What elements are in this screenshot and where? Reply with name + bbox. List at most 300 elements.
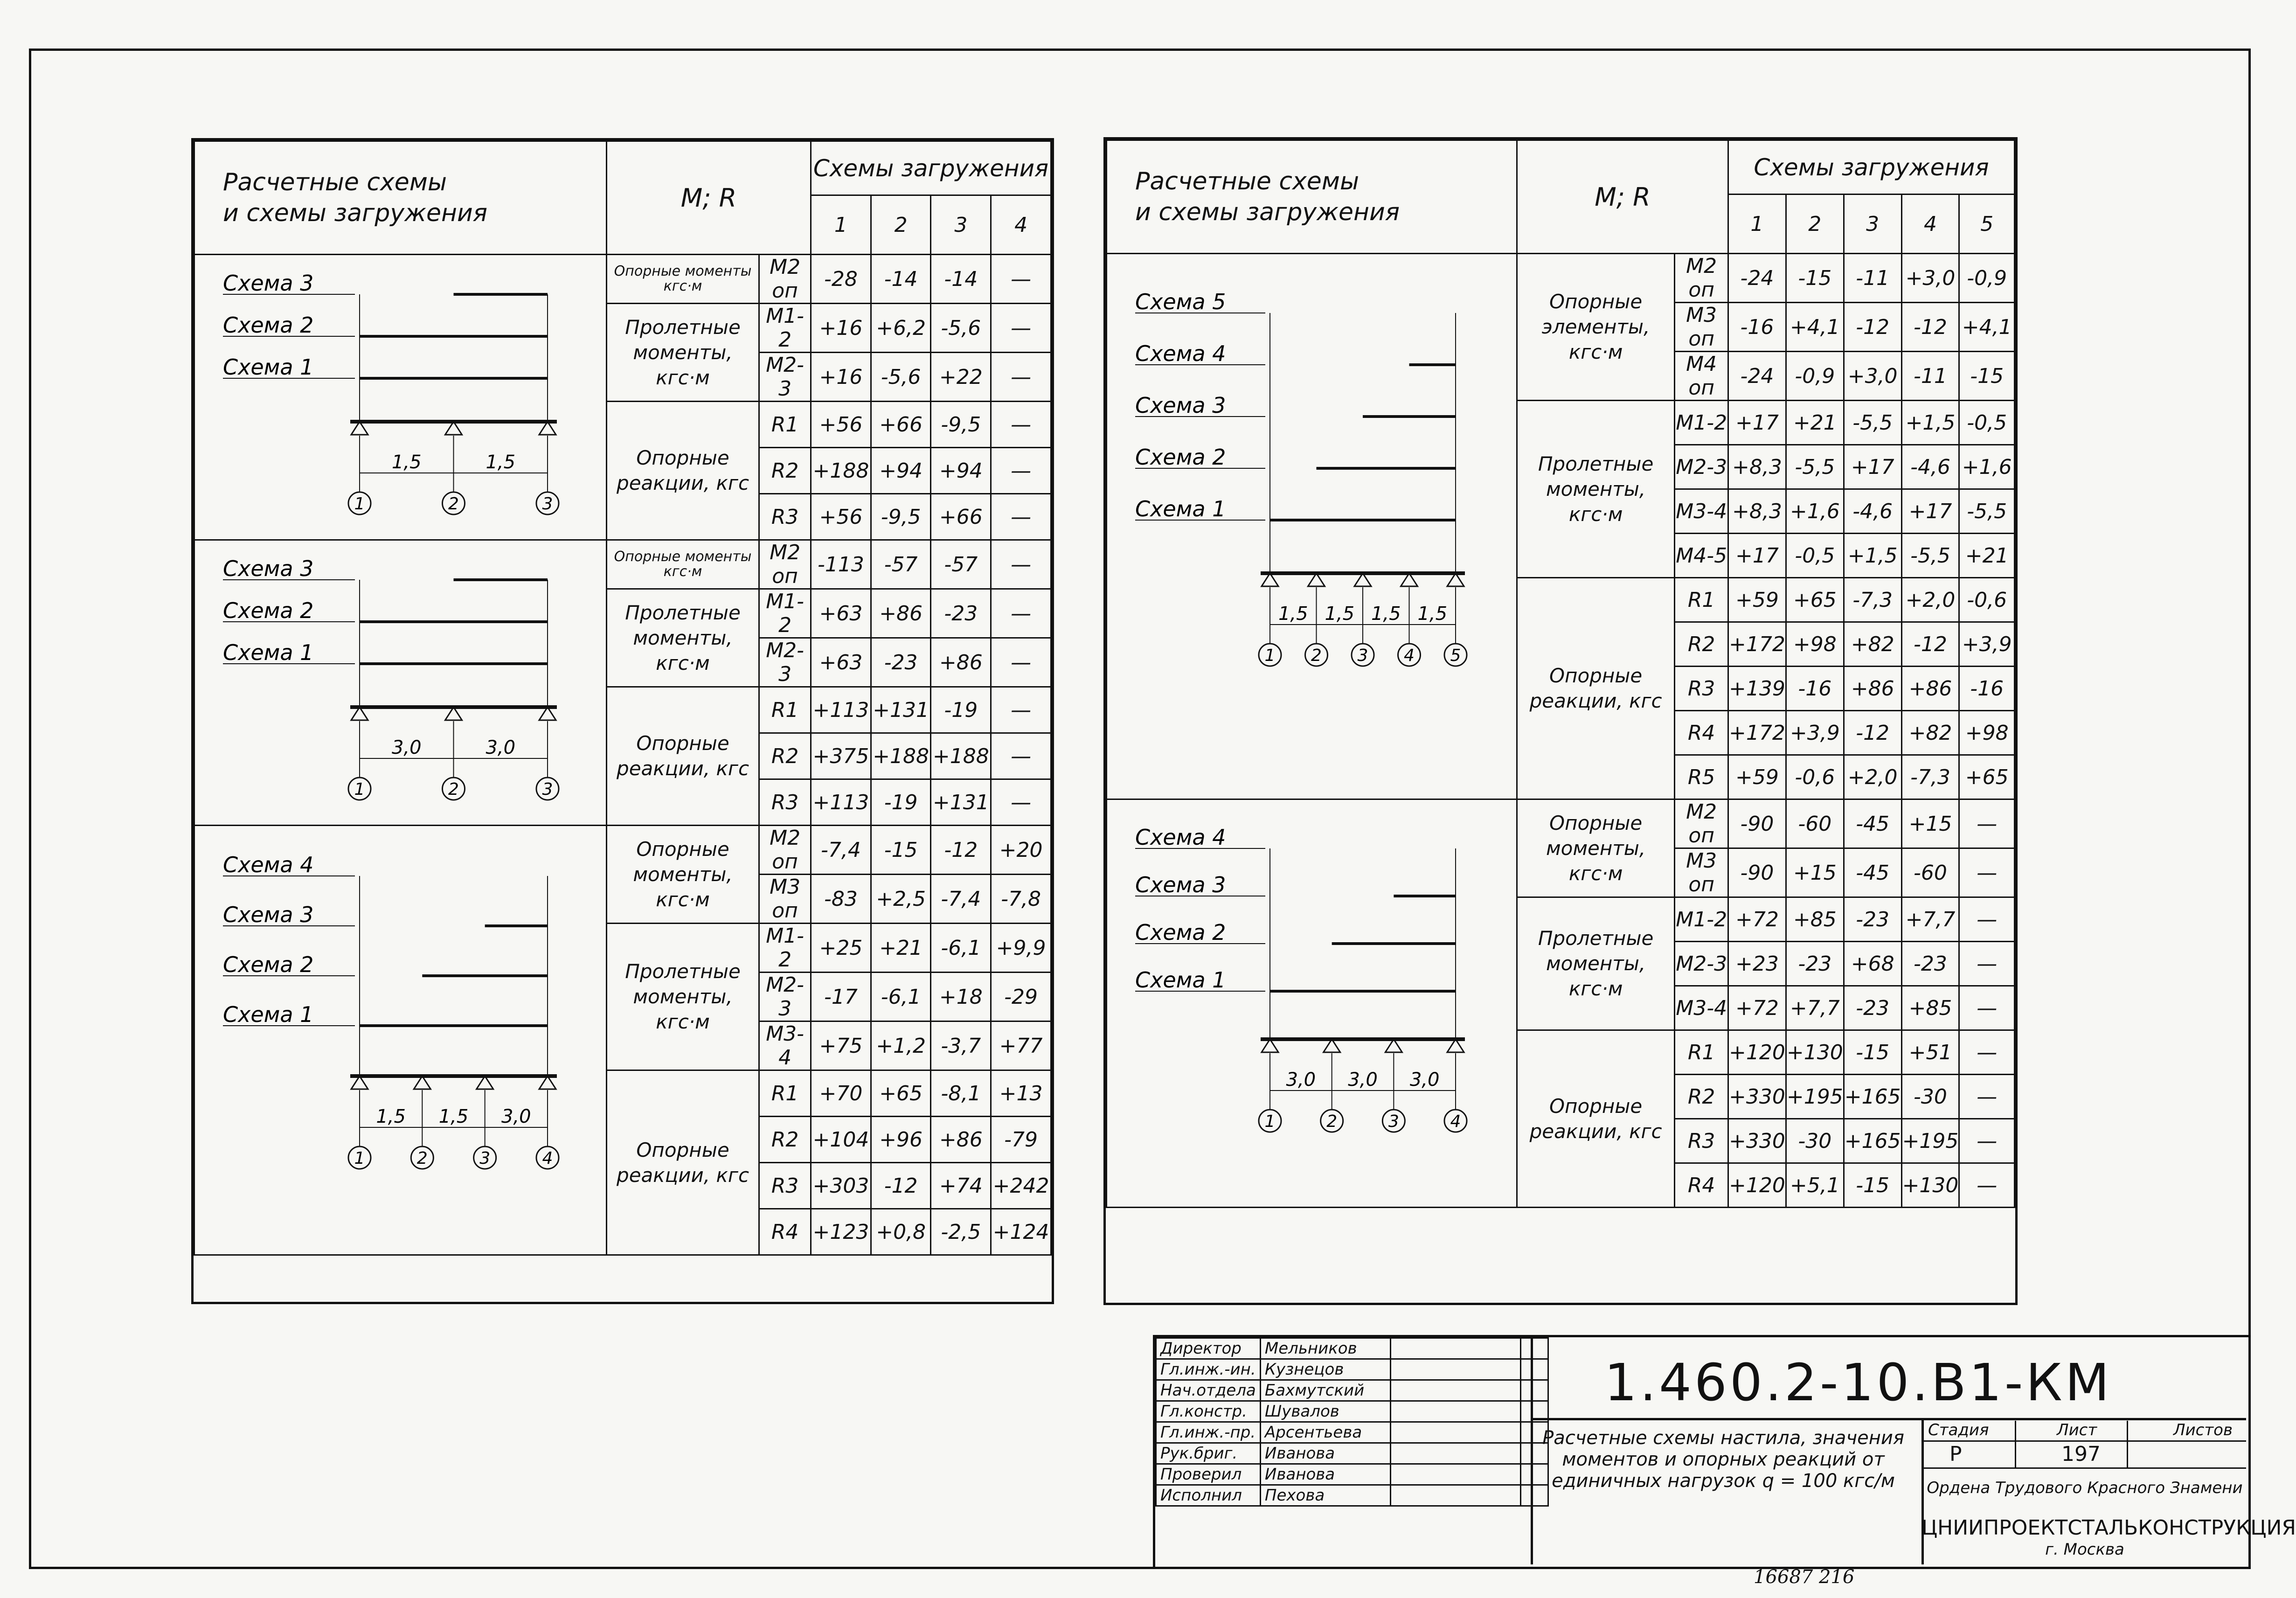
value-cell: -7,8: [991, 875, 1051, 924]
left-table: [191, 138, 1054, 1304]
scheme-label: Схема 4: [1135, 341, 1226, 366]
value-cell: -9,5: [871, 494, 931, 540]
row-key: M3-4: [759, 1021, 811, 1070]
schemes-header-line2: и схемы загружения: [1135, 198, 1400, 226]
row-key: R3: [759, 1163, 811, 1209]
role: Гл.инж.-ин.: [1156, 1359, 1261, 1380]
value-cell: +98: [1786, 622, 1844, 667]
person-name: Бахмутский: [1260, 1380, 1390, 1401]
scheme-label: Схема 1: [223, 640, 314, 665]
row-key: M2-3: [1675, 445, 1728, 489]
value-cell: +242: [991, 1163, 1051, 1209]
date-cell: [1520, 1359, 1548, 1380]
value-cell: -15: [1959, 352, 2015, 401]
scheme-label: Схема 3: [223, 902, 314, 927]
span-dimension: 3,0: [501, 1106, 531, 1127]
signature-row: [1156, 1485, 1548, 1506]
span-dimension: 1,5: [1417, 603, 1448, 625]
value-cell: +2,5: [871, 875, 931, 924]
value-cell: -83: [811, 875, 871, 924]
org-line-1: Ордена Трудового Красного Знамени: [1927, 1479, 2243, 1497]
row-key: M2 оп: [759, 826, 811, 875]
scheme-label: Схема 2: [223, 598, 314, 623]
support-icon: [539, 422, 556, 435]
span-dimension: 1,5: [1278, 603, 1308, 625]
value-cell: —: [991, 687, 1051, 733]
value-cell: -23: [1844, 897, 1901, 942]
row-key: M3 оп: [1675, 303, 1728, 352]
scheme-label: Схема 4: [223, 852, 314, 877]
value-cell: +330: [1728, 1075, 1786, 1119]
span-dimension: 1,5: [1371, 603, 1401, 625]
support-icon: [1308, 573, 1325, 586]
column-number: 2: [1786, 195, 1844, 254]
value-cell: +5,1: [1786, 1163, 1844, 1208]
value-cell: -12: [1844, 711, 1901, 755]
value-cell: +82: [1844, 622, 1901, 667]
row-key: R1: [1675, 578, 1728, 622]
value-cell: +56: [811, 494, 871, 540]
value-cell: -23: [871, 638, 931, 687]
support-icon: [1401, 573, 1418, 586]
node-number: 3: [1357, 646, 1368, 665]
value-cell: -15: [1786, 254, 1844, 303]
value-cell: -7,4: [931, 875, 991, 924]
value-cell: +1,5: [1901, 401, 1959, 445]
value-cell: +17: [1728, 401, 1786, 445]
value-cell: -8,1: [931, 1070, 991, 1117]
org-name: ЦНИИПРОЕКТСТАЛЬКОНСТРУКЦИЯ: [1921, 1516, 2296, 1540]
value-cell: -30: [1786, 1119, 1844, 1163]
schemes-header: [1107, 140, 1517, 254]
value-cell: +59: [1728, 755, 1786, 799]
support-icon: [1354, 573, 1371, 586]
schemes-header-line2: и схемы загружения: [223, 199, 488, 227]
value-cell: +59: [1728, 578, 1786, 622]
scheme-diagram-cell: [194, 255, 607, 540]
sheets-label: Листов: [2173, 1421, 2233, 1439]
value-cell: -24: [1728, 352, 1786, 401]
value-cell: +7,7: [1786, 986, 1844, 1030]
node-number: 3: [542, 780, 553, 799]
scheme-label: Схема 4: [1135, 825, 1226, 850]
value-cell: +98: [1959, 711, 2015, 755]
value-cell: +1,6: [1959, 445, 2015, 489]
support-icon: [351, 1076, 368, 1089]
row-key: R1: [759, 1070, 811, 1117]
value-cell: —: [991, 255, 1051, 304]
value-cell: -14: [871, 255, 931, 304]
row-key: R2: [1675, 622, 1728, 667]
value-cell: -113: [811, 540, 871, 589]
value-cell: +25: [811, 924, 871, 973]
span-dimension: 3,0: [1286, 1069, 1316, 1091]
signature-row: [1156, 1359, 1548, 1380]
value-cell: -23: [1786, 942, 1844, 986]
signature-row: [1156, 1443, 1548, 1464]
value-cell: -24: [1728, 254, 1786, 303]
value-cell: +3,0: [1844, 352, 1901, 401]
group-name: Опорные моменты кгс·м: [606, 540, 759, 589]
value-cell: -0,5: [1959, 401, 2015, 445]
value-cell: -7,3: [1901, 755, 1959, 799]
support-icon: [477, 1076, 493, 1089]
schemes-header: [194, 141, 607, 255]
sheet-title: Расчетные схемы настила, значения моментов и опорных реакций от единичных нагрузок q = 100 кгс/м: [1542, 1427, 1904, 1492]
scheme-label: Схема 3: [1135, 872, 1226, 897]
row-key: R1: [1675, 1030, 1728, 1075]
date-cell: [1520, 1380, 1548, 1401]
node-number: 2: [416, 1149, 428, 1168]
value-cell: -7,3: [1844, 578, 1901, 622]
person-name: Иванова: [1260, 1464, 1390, 1485]
support-icon: [539, 1076, 556, 1089]
row-key: R3: [759, 494, 811, 540]
value-cell: -17: [811, 973, 871, 1021]
value-cell: -0,6: [1786, 755, 1844, 799]
value-cell: +172: [1728, 711, 1786, 755]
value-cell: -5,5: [1901, 534, 1959, 578]
value-cell: +86: [1844, 667, 1901, 711]
value-cell: -12: [871, 1163, 931, 1209]
group-name: Пролетные моменты, кгс·м: [1517, 401, 1674, 578]
value-cell: +8,3: [1728, 445, 1786, 489]
stage-box: [1921, 1421, 2246, 1472]
group-name: Опорные реакции, кгс: [606, 1070, 759, 1255]
value-cell: -16: [1959, 667, 2015, 711]
support-icon: [1447, 1039, 1464, 1052]
value-cell: +86: [1901, 667, 1959, 711]
values-table: [194, 140, 1052, 1256]
node-number: 4: [1450, 1112, 1461, 1131]
column-number: 1: [811, 195, 871, 255]
value-cell: +63: [811, 638, 871, 687]
support-icon: [1262, 1039, 1278, 1052]
value-cell: +74: [931, 1163, 991, 1209]
column-number: 5: [1959, 195, 2015, 254]
value-cell: +16: [811, 304, 871, 353]
column-number: 1: [1728, 195, 1786, 254]
person-name: Кузнецов: [1260, 1359, 1390, 1380]
span-dimension: 1,5: [1325, 603, 1355, 625]
row-key: M4 оп: [1675, 352, 1728, 401]
value-cell: +85: [1901, 986, 1959, 1030]
support-icon: [445, 707, 462, 720]
role: Исполнил: [1156, 1485, 1261, 1506]
signature-cell: [1390, 1338, 1520, 1359]
value-cell: -5,5: [1786, 445, 1844, 489]
value-cell: +2,0: [1901, 578, 1959, 622]
value-cell: -23: [1844, 986, 1901, 1030]
row-key: R3: [1675, 667, 1728, 711]
value-cell: -12: [931, 826, 991, 875]
scheme-diagram: [1107, 254, 1494, 769]
value-cell: +65: [1959, 755, 2015, 799]
value-cell: +104: [811, 1117, 871, 1163]
value-cell: +22: [931, 353, 991, 402]
value-cell: —: [991, 448, 1051, 494]
signature-cell: [1390, 1464, 1520, 1485]
schemes-header-line1: Расчетные схемы: [1135, 167, 1360, 195]
row-key: M2 оп: [759, 255, 811, 304]
value-cell: +56: [811, 402, 871, 448]
table-row: [194, 826, 1051, 875]
org-city: г. Москва: [2045, 1540, 2124, 1559]
value-cell: +94: [871, 448, 931, 494]
scheme-label: Схема 1: [1135, 496, 1226, 521]
value-cell: +21: [1786, 401, 1844, 445]
value-cell: -11: [1901, 352, 1959, 401]
support-icon: [351, 422, 368, 435]
column-number: 2: [871, 195, 931, 255]
schemes-header-line1: Расчетные схемы: [223, 168, 447, 196]
value-cell: -9,5: [931, 402, 991, 448]
row-key: M2 оп: [1675, 254, 1728, 303]
node-number: 4: [1404, 646, 1415, 665]
group-name: Пролетные моменты, кгс·м: [606, 589, 759, 687]
value-cell: -3,7: [931, 1021, 991, 1070]
column-number: 3: [1844, 195, 1901, 254]
value-cell: -60: [1786, 799, 1844, 848]
group-name: Опорные моменты, кгс·м: [606, 826, 759, 924]
value-cell: -0,6: [1959, 578, 2015, 622]
support-icon: [1385, 1039, 1402, 1052]
scheme-label: Схема 2: [1135, 920, 1226, 945]
value-cell: -12: [1844, 303, 1901, 352]
stage-label: Стадия: [1928, 1421, 1989, 1439]
value-cell: —: [991, 304, 1051, 353]
drawing-code: 1.460.2-10.В1-КМ: [1604, 1353, 2112, 1412]
node-number: 1: [354, 1149, 365, 1168]
group-name: Опорные реакции, кгс: [1517, 578, 1674, 799]
value-cell: +120: [1728, 1163, 1786, 1208]
value-cell: +65: [871, 1070, 931, 1117]
span-dimension: 1,5: [438, 1106, 469, 1127]
signature-row: [1156, 1338, 1548, 1359]
signature-cell: [1390, 1443, 1520, 1464]
scheme-diagram: [195, 826, 587, 1229]
value-cell: +85: [1786, 897, 1844, 942]
value-cell: +51: [1901, 1030, 1959, 1075]
table-row: [1107, 799, 2015, 848]
value-cell: +86: [931, 638, 991, 687]
scheme-label: Схема 3: [223, 271, 314, 296]
value-cell: +131: [931, 779, 991, 826]
node-number: 1: [1264, 1112, 1276, 1131]
value-cell: +15: [1786, 848, 1844, 897]
scheme-label: Схема 2: [1135, 445, 1226, 470]
scheme-diagram-cell: [194, 826, 607, 1255]
column-number: 4: [1901, 195, 1959, 254]
value-cell: -45: [1844, 848, 1901, 897]
signature-row: [1156, 1422, 1548, 1443]
value-cell: +124: [991, 1209, 1051, 1255]
person-name: Мельников: [1260, 1338, 1390, 1359]
value-cell: +139: [1728, 667, 1786, 711]
row-key: M2-3: [759, 353, 811, 402]
scheme-label: Схема 3: [1135, 393, 1226, 418]
node-number: 2: [448, 494, 459, 514]
value-cell: -57: [871, 540, 931, 589]
scheme-label: Схема 5: [1135, 289, 1226, 314]
node-number: 3: [542, 494, 553, 514]
row-key: R2: [1675, 1075, 1728, 1119]
value-cell: +375: [811, 733, 871, 779]
row-key: R1: [759, 687, 811, 733]
value-cell: +4,1: [1959, 303, 2015, 352]
value-cell: -4,6: [1844, 489, 1901, 534]
signature-cell: [1390, 1380, 1520, 1401]
load-schemes-header: Схемы загружения: [1728, 140, 2014, 195]
row-key: R4: [1675, 711, 1728, 755]
value-cell: -19: [931, 687, 991, 733]
row-key: M2-3: [759, 973, 811, 1021]
value-cell: -90: [1728, 848, 1786, 897]
value-cell: +3,0: [1901, 254, 1959, 303]
person-name: Арсентьева: [1260, 1422, 1390, 1443]
sheet-value: 197: [2061, 1442, 2101, 1466]
node-number: 2: [1311, 646, 1322, 665]
value-cell: -45: [1844, 799, 1901, 848]
group-name: Пролетные моменты, кгс·м: [606, 304, 759, 402]
value-cell: -5,6: [871, 353, 931, 402]
value-cell: -15: [1844, 1030, 1901, 1075]
row-key: M2 оп: [1675, 799, 1728, 848]
scheme-label: Схема 1: [1135, 967, 1226, 993]
row-key: R4: [759, 1209, 811, 1255]
value-cell: +96: [871, 1117, 931, 1163]
scheme-label: Схема 2: [223, 952, 314, 977]
value-cell: -60: [1901, 848, 1959, 897]
value-cell: -12: [1901, 622, 1959, 667]
value-cell: +188: [811, 448, 871, 494]
group-name: Опорные элементы, кгс·м: [1517, 254, 1674, 401]
row-key: M1-2: [1675, 897, 1728, 942]
support-icon: [1447, 573, 1464, 586]
scheme-diagram: [195, 541, 587, 809]
load-schemes-header: Схемы загружения: [811, 141, 1051, 195]
value-cell: -5,5: [1844, 401, 1901, 445]
value-cell: +165: [1844, 1075, 1901, 1119]
value-cell: —: [991, 494, 1051, 540]
value-cell: +18: [931, 973, 991, 1021]
value-cell: -15: [871, 826, 931, 875]
value-cell: -57: [931, 540, 991, 589]
value-cell: +172: [1728, 622, 1786, 667]
role: Рук.бриг.: [1156, 1443, 1261, 1464]
signature-row: [1156, 1401, 1548, 1422]
value-cell: +1,6: [1786, 489, 1844, 534]
row-key: M3 оп: [759, 875, 811, 924]
value-cell: +120: [1728, 1030, 1786, 1075]
value-cell: -4,6: [1901, 445, 1959, 489]
role: Проверил: [1156, 1464, 1261, 1485]
row-key: R2: [759, 1117, 811, 1163]
group-name: Опорные реакции, кгс: [1517, 1030, 1674, 1208]
value-cell: -23: [1901, 942, 1959, 986]
value-cell: +1,2: [871, 1021, 931, 1070]
support-icon: [445, 422, 462, 435]
value-cell: -16: [1786, 667, 1844, 711]
value-cell: +72: [1728, 986, 1786, 1030]
value-cell: -0,9: [1786, 352, 1844, 401]
row-key: M1-2: [759, 589, 811, 638]
value-cell: +86: [871, 589, 931, 638]
value-cell: -23: [931, 589, 991, 638]
value-cell: —: [1959, 1119, 2015, 1163]
value-cell: +123: [811, 1209, 871, 1255]
value-cell: +2,0: [1844, 755, 1901, 799]
value-cell: +303: [811, 1163, 871, 1209]
value-cell: —: [1959, 1030, 2015, 1075]
value-cell: +13: [991, 1070, 1051, 1117]
node-number: 1: [354, 780, 365, 799]
scheme-label: Схема 3: [223, 556, 314, 581]
scheme-label: Схема 1: [223, 1002, 314, 1027]
value-cell: —: [991, 540, 1051, 589]
value-cell: -2,5: [931, 1209, 991, 1255]
span-dimension: 3,0: [486, 737, 516, 758]
value-cell: +77: [991, 1021, 1051, 1070]
value-cell: —: [991, 402, 1051, 448]
value-cell: +23: [1728, 942, 1786, 986]
person-name: Шувалов: [1260, 1401, 1390, 1422]
scheme-diagram-cell: [1107, 254, 1517, 799]
person-name: Пехова: [1260, 1485, 1390, 1506]
value-cell: +195: [1786, 1075, 1844, 1119]
value-cell: +17: [1844, 445, 1901, 489]
value-cell: -12: [1901, 303, 1959, 352]
role: Директор: [1156, 1338, 1261, 1359]
value-cell: -0,5: [1786, 534, 1844, 578]
table-row: [194, 540, 1051, 589]
row-key: M3-4: [1675, 489, 1728, 534]
value-cell: +4,1: [1786, 303, 1844, 352]
value-cell: +21: [871, 924, 931, 973]
value-cell: -28: [811, 255, 871, 304]
row-key: M1-2: [759, 924, 811, 973]
value-cell: -16: [1728, 303, 1786, 352]
node-number: 5: [1450, 646, 1461, 665]
value-cell: +17: [1728, 534, 1786, 578]
signatures-table: [1155, 1337, 1549, 1507]
value-cell: +195: [1901, 1119, 1959, 1163]
role: Нач.отдела: [1156, 1380, 1261, 1401]
signature-cell: [1390, 1359, 1520, 1380]
mr-header: M; R: [606, 141, 811, 255]
value-cell: +6,2: [871, 304, 931, 353]
row-key: R2: [759, 448, 811, 494]
row-key: R4: [1675, 1163, 1728, 1208]
row-key: R3: [1675, 1119, 1728, 1163]
value-cell: —: [991, 733, 1051, 779]
value-cell: —: [1959, 1075, 2015, 1119]
stage-value: Р: [1949, 1442, 1962, 1466]
value-cell: —: [1959, 986, 2015, 1030]
values-table: [1106, 139, 2015, 1208]
value-cell: -5,6: [931, 304, 991, 353]
date-cell: [1520, 1338, 1548, 1359]
node-number: 2: [448, 780, 459, 799]
value-cell: -19: [871, 779, 931, 826]
signature-row: [1156, 1380, 1548, 1401]
value-cell: +21: [1959, 534, 2015, 578]
value-cell: -7,4: [811, 826, 871, 875]
node-number: 1: [354, 494, 365, 514]
signature-row: [1156, 1464, 1548, 1485]
group-name: Пролетные моменты, кгс·м: [606, 924, 759, 1070]
value-cell: -90: [1728, 799, 1786, 848]
